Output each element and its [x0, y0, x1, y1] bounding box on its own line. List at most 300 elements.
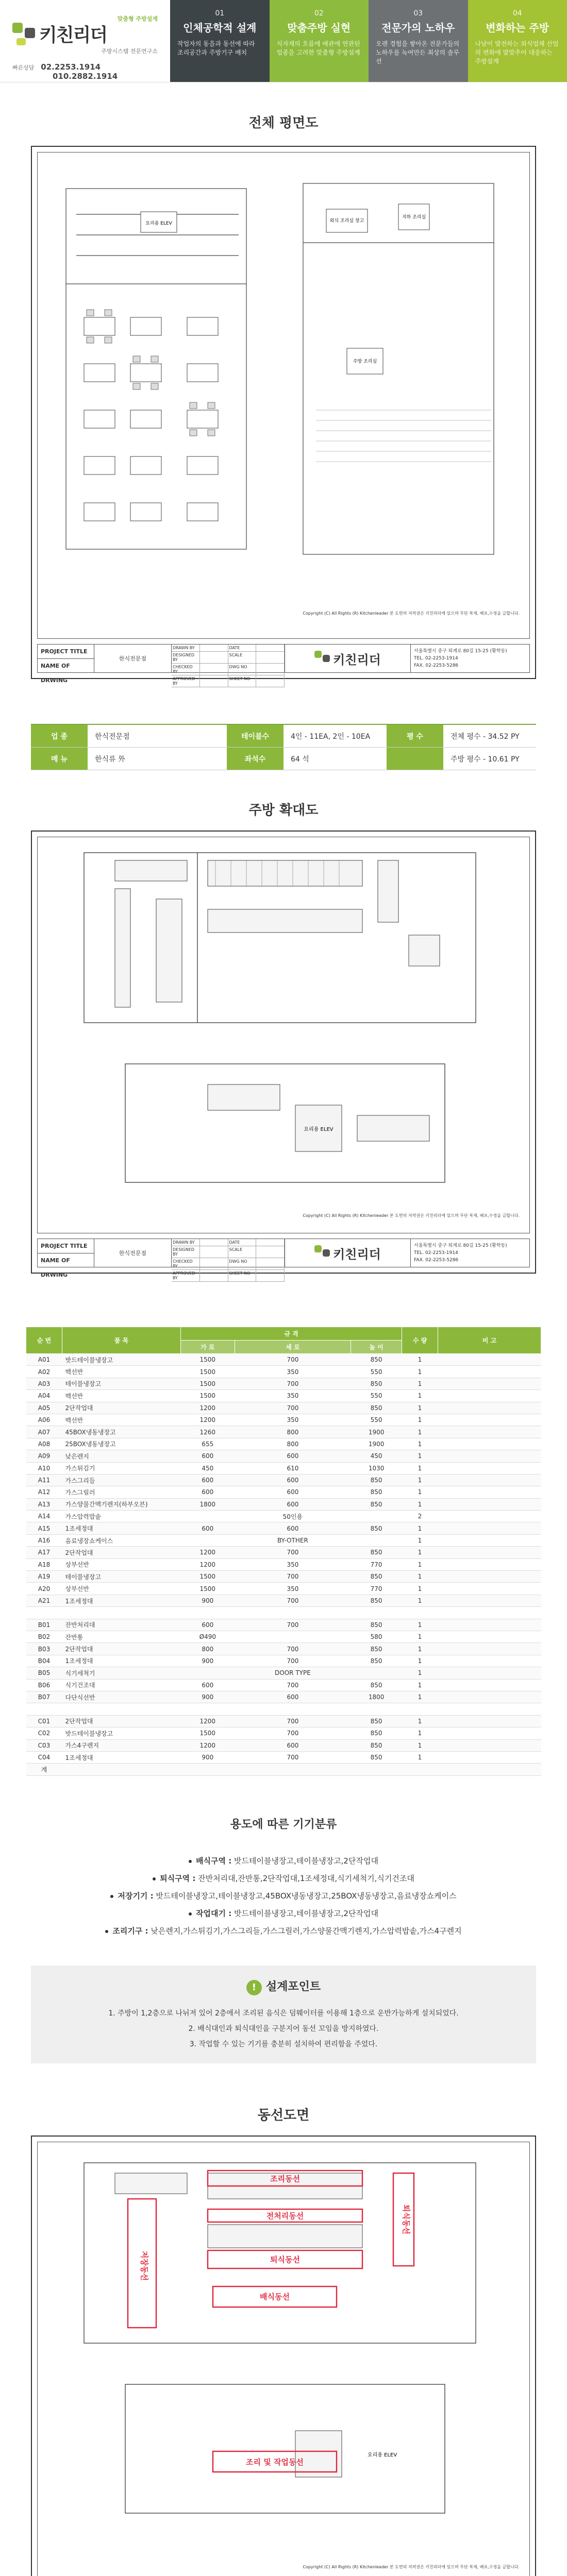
cell-d: 600	[235, 1691, 351, 1703]
cell-d	[235, 1607, 351, 1619]
table-row	[26, 1378, 541, 1389]
cell-h: 850	[351, 1571, 402, 1583]
cell-h: 770	[351, 1583, 402, 1595]
design-point: 1. 주방이 1,2층으로 나뉘져 있어 2층에서 조리된 음식은 덤웨이터를 이용해 1층으로 운반가능하게 설치되었다.	[108, 2009, 459, 2018]
cell-w: 1200	[181, 1558, 235, 1570]
cell-d	[235, 1764, 351, 1775]
cell-no: A18	[26, 1558, 62, 1570]
cell-name: 1조세정대	[62, 1751, 181, 1763]
tab-desc: 오랜 경험을 쌓아온 전문가들의 노하우를 녹여만든 최상의 솔루션	[376, 40, 460, 65]
cell-qty: 2	[402, 1511, 438, 1522]
cell-name: 백선반	[62, 1414, 181, 1426]
bullet-icon	[105, 1930, 108, 1933]
cell-no: A15	[26, 1522, 62, 1534]
cell-name: 테이블냉장고	[62, 1378, 181, 1389]
cell-h: 1800	[351, 1691, 402, 1703]
cell-d: 700	[235, 1547, 351, 1558]
kitchen-zoom-drawing	[31, 831, 536, 1280]
cell-qty: 1	[402, 1534, 438, 1546]
cell-no: B05	[26, 1667, 62, 1679]
table-row	[26, 1583, 541, 1595]
table-row	[26, 1764, 541, 1775]
tb-company: 키친리더	[333, 652, 381, 667]
label-elev: 요리용 ELEV	[304, 1127, 333, 1132]
cell-no: A07	[26, 1426, 62, 1438]
tab-title: 인체공학적 설계	[183, 22, 257, 34]
cell-no: A10	[26, 1462, 62, 1474]
table-row	[26, 1426, 541, 1438]
table-row	[26, 1727, 541, 1739]
cell-name: 다단식선반	[62, 1691, 181, 1703]
class-text: 잔반처리대,잔반통,2단작업대,1조세정대,식기세척기,식기건조대	[198, 1874, 414, 1883]
label-room2: 주방 조리실	[353, 359, 377, 364]
cell-name: 가스4구렌지	[62, 1739, 181, 1751]
cell-name: 25BOX냉동냉장고	[62, 1438, 181, 1450]
cell-note	[438, 1511, 541, 1522]
tab-expert[interactable]	[369, 0, 468, 82]
tb-address: 서울특별시 중구 퇴계로 80길 15-25 (황학동) TEL. 02-2253-1914 FAX. 02-2253-5286	[414, 649, 507, 668]
cell-note	[438, 1354, 541, 1366]
tb-labels	[38, 645, 94, 684]
cell-w: 1200	[181, 1402, 235, 1414]
cell-d: 610	[235, 1462, 351, 1474]
cell-note	[438, 1486, 541, 1498]
cell-note	[438, 1498, 541, 1510]
table-row	[26, 1498, 541, 1510]
cell-name: 식기세척기	[62, 1667, 181, 1679]
label-room1: 외식 조리실 창고	[329, 218, 364, 224]
class-text: 밧드테이블냉장고,테이블냉장고,2단작업대	[234, 1856, 378, 1866]
table-row	[26, 1655, 541, 1667]
cell-name: 백선반	[62, 1390, 181, 1402]
cell-qty: 1	[402, 1667, 438, 1679]
cell-d: 50인용	[235, 1511, 351, 1522]
cell-note	[438, 1402, 541, 1414]
cell-h: 1900	[351, 1438, 402, 1450]
cell-h: 850	[351, 1619, 402, 1631]
cell-w	[181, 1764, 235, 1775]
flow-work: 조리 및 작업동선	[246, 2458, 304, 2467]
cell-qty: 1	[402, 1558, 438, 1570]
table-row	[26, 1402, 541, 1414]
cell-note	[438, 1643, 541, 1655]
cell-note	[438, 1595, 541, 1606]
cell-d: 600	[235, 1522, 351, 1534]
summary-table	[31, 724, 536, 770]
cell-no: A02	[26, 1366, 62, 1378]
cell-d: 700	[235, 1378, 351, 1389]
cell-h	[351, 1607, 402, 1619]
cell-d: 800	[235, 1426, 351, 1438]
table-row	[26, 1474, 541, 1486]
cell-name: 테이블냉장고	[62, 1571, 181, 1583]
cell-h: 850	[351, 1547, 402, 1558]
table-row	[26, 1643, 541, 1655]
table-row	[26, 1366, 541, 1378]
table-row	[26, 1522, 541, 1534]
section-title-classify: 용도에 따른 기기분류	[230, 1818, 337, 1831]
cell-qty: 1	[402, 1727, 438, 1739]
cell-d	[235, 1631, 351, 1642]
table-row	[26, 1390, 541, 1402]
cell-no: C04	[26, 1751, 62, 1763]
table-row	[26, 1607, 541, 1619]
summary-label: 메 뉴	[31, 748, 88, 770]
cell-name: 백선반	[62, 1366, 181, 1378]
copyright: Copyright (C) All Rights (R) Kitchenleader 본 도면의 저작권은 키친리더에 있으며 무단 복제, 배포,수정을 금합니다.	[303, 611, 520, 616]
cell-d: 600	[235, 1739, 351, 1751]
cell-name: 가스그리들	[62, 1474, 181, 1486]
cell-d: 700	[235, 1715, 351, 1727]
cell-d: 700	[235, 1751, 351, 1763]
cell-name: 잔반처리대	[62, 1619, 181, 1631]
cell-w: 600	[181, 1450, 235, 1462]
bullet-icon	[110, 1895, 113, 1898]
class-line	[0, 1887, 567, 1905]
cell-w: 1500	[181, 1378, 235, 1389]
flow-area	[37, 2142, 530, 2576]
flow-cook: 조리동선	[270, 2174, 300, 2183]
cell-d: DOOR TYPE	[235, 1667, 351, 1679]
brand-sub: 주방시스템 전문연구소	[101, 48, 158, 55]
cell-name: 2단작업대	[62, 1643, 181, 1655]
cell-w: 1500	[181, 1390, 235, 1402]
class-label: 배식구역 :	[196, 1856, 232, 1866]
cell-d: 700	[235, 1354, 351, 1366]
tab-number: 02	[314, 9, 324, 18]
cell-note	[438, 1739, 541, 1751]
tab-custom[interactable]	[270, 0, 369, 82]
cell-qty: 1	[402, 1715, 438, 1727]
class-text: 밧드테이블냉장고,테이블냉장고,45BOX냉동냉장고,25BOX냉동냉장고,음료냉장쇼케이스	[156, 1891, 457, 1901]
cell-h: 770	[351, 1558, 402, 1570]
table-row	[26, 1571, 541, 1583]
cell-note	[438, 1655, 541, 1667]
cell-qty: 1	[402, 1450, 438, 1462]
section-title-zoom: 주방 확대도	[248, 803, 319, 818]
cell-name: 밧드테이블냉장고	[62, 1727, 181, 1739]
cell-h: 850	[351, 1679, 402, 1691]
brand-block	[0, 0, 170, 82]
design-list	[31, 2006, 536, 2052]
cell-w: 1200	[181, 1547, 235, 1558]
th-qty: 수 량	[402, 1327, 438, 1354]
cell-note	[438, 1571, 541, 1583]
cell-h	[351, 1703, 402, 1715]
cell-w: 1200	[181, 1414, 235, 1426]
label-room3: 지하 조리실	[402, 215, 426, 220]
cell-note	[438, 1631, 541, 1642]
table-row	[26, 1534, 541, 1546]
cell-w	[181, 1703, 235, 1715]
table-row	[26, 1715, 541, 1727]
cell-no: B07	[26, 1691, 62, 1703]
cell-h: 850	[351, 1715, 402, 1727]
cell-qty: 1	[402, 1583, 438, 1595]
equipment-table	[26, 1327, 541, 1776]
cell-w: Ø490	[181, 1631, 235, 1642]
label-elev: 요리용 ELEV	[368, 2452, 397, 2458]
cell-h: 850	[351, 1739, 402, 1751]
cell-note	[438, 1703, 541, 1715]
logo-icon	[314, 651, 330, 666]
cell-d: 350	[235, 1390, 351, 1402]
cell-w	[181, 1667, 235, 1679]
flow-svg	[38, 2142, 531, 2576]
table-row	[26, 1462, 541, 1474]
cell-w: 600	[181, 1619, 235, 1631]
cell-qty: 1	[402, 1739, 438, 1751]
cell-name: 상부선반	[62, 1583, 181, 1595]
cell-d: 600	[235, 1474, 351, 1486]
class-text: 낮은렌지,가스튀김기,가스그리들,가스그릴러,가스양물간맥기렌지,가스압력밥솥,가스4구렌지	[151, 1926, 462, 1936]
table-row	[26, 1354, 541, 1366]
cell-note	[438, 1474, 541, 1486]
tab-number: 04	[512, 9, 522, 18]
table-row	[26, 1486, 541, 1498]
th-d: 세 로	[235, 1341, 351, 1354]
cell-w: 1200	[181, 1739, 235, 1751]
cell-no: A12	[26, 1486, 62, 1498]
cell-no: A03	[26, 1378, 62, 1389]
class-line	[0, 1922, 567, 1940]
cell-qty: 1	[402, 1390, 438, 1402]
design-point: 2. 배식대인과 퇴식대인을 구분지어 동선 꼬임을 방지하였다.	[188, 2025, 379, 2033]
cell-d: 700	[235, 1619, 351, 1631]
cell-no: C02	[26, 1727, 62, 1739]
cell-qty	[402, 1764, 438, 1775]
cell-qty: 1	[402, 1378, 438, 1389]
cell-h	[351, 1511, 402, 1522]
cell-qty: 1	[402, 1691, 438, 1703]
design-title-text: 설계포인트	[265, 1980, 321, 1993]
cell-h: 850	[351, 1727, 402, 1739]
cell-note	[438, 1607, 541, 1619]
cell-no: A01	[26, 1354, 62, 1366]
cell-note	[438, 1366, 541, 1378]
class-text: 밧드테이블냉장고,테이블냉장고,2단작업대	[234, 1909, 378, 1918]
table-row	[26, 1691, 541, 1703]
cell-h	[351, 1764, 402, 1775]
cell-w: 1500	[181, 1583, 235, 1595]
cell-name: 상부선반	[62, 1558, 181, 1570]
cell-name	[62, 1703, 181, 1715]
cell-name: 음료냉장쇼케이스	[62, 1534, 181, 1546]
tb-project-value: 한식전문점	[94, 1239, 172, 1267]
cell-d: 350	[235, 1583, 351, 1595]
cell-qty	[402, 1607, 438, 1619]
summary-label: 업 종	[31, 725, 88, 747]
tb-project-label: PROJECT TITLE	[38, 645, 94, 659]
class-label: 퇴식구역 :	[160, 1874, 196, 1883]
title-block	[37, 1239, 530, 1280]
tab-title: 변화하는 주방	[486, 22, 549, 34]
design-points	[31, 1965, 536, 2063]
cell-w	[181, 1607, 235, 1619]
table-row	[26, 1631, 541, 1642]
cell-no	[26, 1703, 62, 1715]
cell-w: 800	[181, 1643, 235, 1655]
cell-note	[438, 1414, 541, 1426]
cell-w: 1500	[181, 1366, 235, 1378]
cell-qty: 1	[402, 1751, 438, 1763]
cell-no: B02	[26, 1631, 62, 1642]
class-label: 저장기기 :	[118, 1891, 154, 1901]
cell-h: 850	[351, 1402, 402, 1414]
cell-qty: 1	[402, 1619, 438, 1631]
cell-no: A21	[26, 1595, 62, 1606]
full-plan-drawing	[31, 146, 536, 686]
tab-ergonomic[interactable]	[170, 0, 270, 82]
summary-label: 좌석수	[227, 748, 284, 770]
summary-label: 테이블수	[227, 725, 284, 747]
table-row	[26, 1450, 541, 1462]
flow-prep: 전처리동선	[266, 2211, 304, 2221]
tab-number: 01	[215, 9, 225, 18]
cell-d: 700	[235, 1655, 351, 1667]
cell-d: 600	[235, 1486, 351, 1498]
class-line	[0, 1852, 567, 1870]
class-line	[0, 1870, 567, 1887]
flow-drawing	[31, 2136, 536, 2576]
cell-note	[438, 1426, 541, 1438]
cell-name: 1조세정대	[62, 1595, 181, 1606]
tab-changing[interactable]	[468, 0, 567, 82]
class-label: 조리기구 :	[112, 1926, 148, 1936]
cell-no: B03	[26, 1643, 62, 1655]
cell-no: A11	[26, 1474, 62, 1486]
cell-d: 700	[235, 1595, 351, 1606]
table-row	[26, 1547, 541, 1558]
tb-labels	[38, 1239, 94, 1278]
bullet-icon	[189, 1860, 192, 1863]
design-point: 3. 작업할 수 있는 기기를 충분히 설치하여 편리함을 주었다.	[189, 2040, 378, 2048]
class-line	[0, 1905, 567, 1922]
tb-address: 서울특별시 중구 퇴계로 80길 15-25 (황학동) TEL. 02-2253-1914 FAX. 02-2253-5286	[414, 1243, 507, 1263]
tab-desc: 나날이 발전하는 외식업체 산업의 변화에 발맞추어 대응하는 주방설계	[475, 40, 559, 65]
contact-label: 빠른상담	[12, 64, 35, 71]
cell-name: 밧드테이블냉장고	[62, 1354, 181, 1366]
summary-row	[31, 725, 536, 748]
cell-name: 가스양물간맥기렌지(하부오븐)	[62, 1498, 181, 1510]
cell-note	[438, 1390, 541, 1402]
floor-plan-svg	[38, 152, 531, 638]
cell-qty: 1	[402, 1498, 438, 1510]
cell-qty: 1	[402, 1426, 438, 1438]
cell-d: 700	[235, 1643, 351, 1655]
tb-logo	[285, 645, 411, 672]
cell-qty: 1	[402, 1643, 438, 1655]
cell-note	[438, 1764, 541, 1775]
cell-name	[62, 1607, 181, 1619]
cell-name: 1조세정대	[62, 1522, 181, 1534]
summary-value: 주방 평수 - 10.61 PY	[451, 755, 520, 764]
cell-h: 850	[351, 1354, 402, 1366]
cell-d: BY-OTHER	[235, 1534, 351, 1546]
label-elev: 요리용 ELEV	[145, 221, 172, 226]
flow-serve: 배식동선	[260, 2292, 290, 2301]
table-row	[26, 1739, 541, 1751]
cell-no: A06	[26, 1414, 62, 1426]
cell-qty: 1	[402, 1414, 438, 1426]
cell-note	[438, 1619, 541, 1631]
cell-no: 계	[26, 1764, 62, 1775]
cell-w: 1260	[181, 1426, 235, 1438]
cell-note	[438, 1547, 541, 1558]
cell-h: 850	[351, 1655, 402, 1667]
flow-store: 저장동선	[140, 2251, 149, 2281]
cell-note	[438, 1558, 541, 1570]
th-spec: 규 격	[181, 1327, 402, 1341]
cell-w: 1500	[181, 1354, 235, 1366]
flow-dish-2: 퇴식동선	[270, 2255, 300, 2264]
summary-row	[31, 748, 536, 770]
th-name: 품 목	[62, 1327, 181, 1354]
cell-note	[438, 1438, 541, 1450]
cell-d: 700	[235, 1679, 351, 1691]
table-row	[26, 1438, 541, 1450]
zoom-area	[37, 837, 530, 1233]
cell-no: B06	[26, 1679, 62, 1691]
cell-qty: 1	[402, 1679, 438, 1691]
exclamation-icon: !	[246, 1980, 262, 1995]
cell-h: 1900	[351, 1426, 402, 1438]
tab-desc: 작업자의 동을과 동선에 따라 조리공간과 주방기구 배치	[177, 40, 255, 56]
cell-w: 900	[181, 1595, 235, 1606]
cell-name: 1조세정대	[62, 1655, 181, 1667]
cell-qty: 1	[402, 1631, 438, 1642]
tb-grid: DRAWN BY DATE DESIGNED BY SCALE CHECKED BY DWG NO APPROVED BY SHEET NO	[172, 645, 285, 672]
brand-tag: 맞춤형 주방설계	[117, 15, 158, 22]
cell-qty: 1	[402, 1402, 438, 1414]
cell-note	[438, 1667, 541, 1679]
title-block	[37, 644, 530, 686]
cell-no: A16	[26, 1534, 62, 1546]
phone-1[interactable]: 02.2253.1914	[41, 62, 101, 72]
cell-d: 600	[235, 1498, 351, 1510]
cell-h: 1030	[351, 1462, 402, 1474]
cell-h: 850	[351, 1378, 402, 1389]
cell-w: 900	[181, 1691, 235, 1703]
cell-name: 낮은렌지	[62, 1450, 181, 1462]
cell-w: 900	[181, 1655, 235, 1667]
cell-name: 45BOX냉동냉장고	[62, 1426, 181, 1438]
bullet-icon	[189, 1912, 192, 1916]
cell-h: 450	[351, 1450, 402, 1462]
feature-tabs	[170, 0, 567, 82]
cell-qty: 1	[402, 1571, 438, 1583]
cell-h: 850	[351, 1643, 402, 1655]
contact	[12, 62, 158, 81]
brand-name: 키친리더	[39, 25, 107, 46]
cell-d: 350	[235, 1414, 351, 1426]
table-row	[26, 1619, 541, 1631]
table-row	[26, 1679, 541, 1691]
cell-qty: 1	[402, 1655, 438, 1667]
logo[interactable]	[12, 21, 158, 47]
cell-qty: 1	[402, 1438, 438, 1450]
phone-2[interactable]: 010.2882.1914	[53, 72, 118, 81]
table-row	[26, 1595, 541, 1606]
cell-h: 850	[351, 1474, 402, 1486]
flow-dish: 퇴식동선	[402, 2205, 411, 2234]
cell-note	[438, 1534, 541, 1546]
copyright: Copyright (C) All Rights (R) Kitchenleader 본 도면의 저작권은 키친리더에 있으며 무단 복제, 배포,수정을 금합니다.	[303, 2565, 520, 2569]
tab-number: 03	[413, 9, 423, 18]
cell-no: A13	[26, 1498, 62, 1510]
th-no: 순 번	[26, 1327, 62, 1354]
cell-qty: 1	[402, 1522, 438, 1534]
